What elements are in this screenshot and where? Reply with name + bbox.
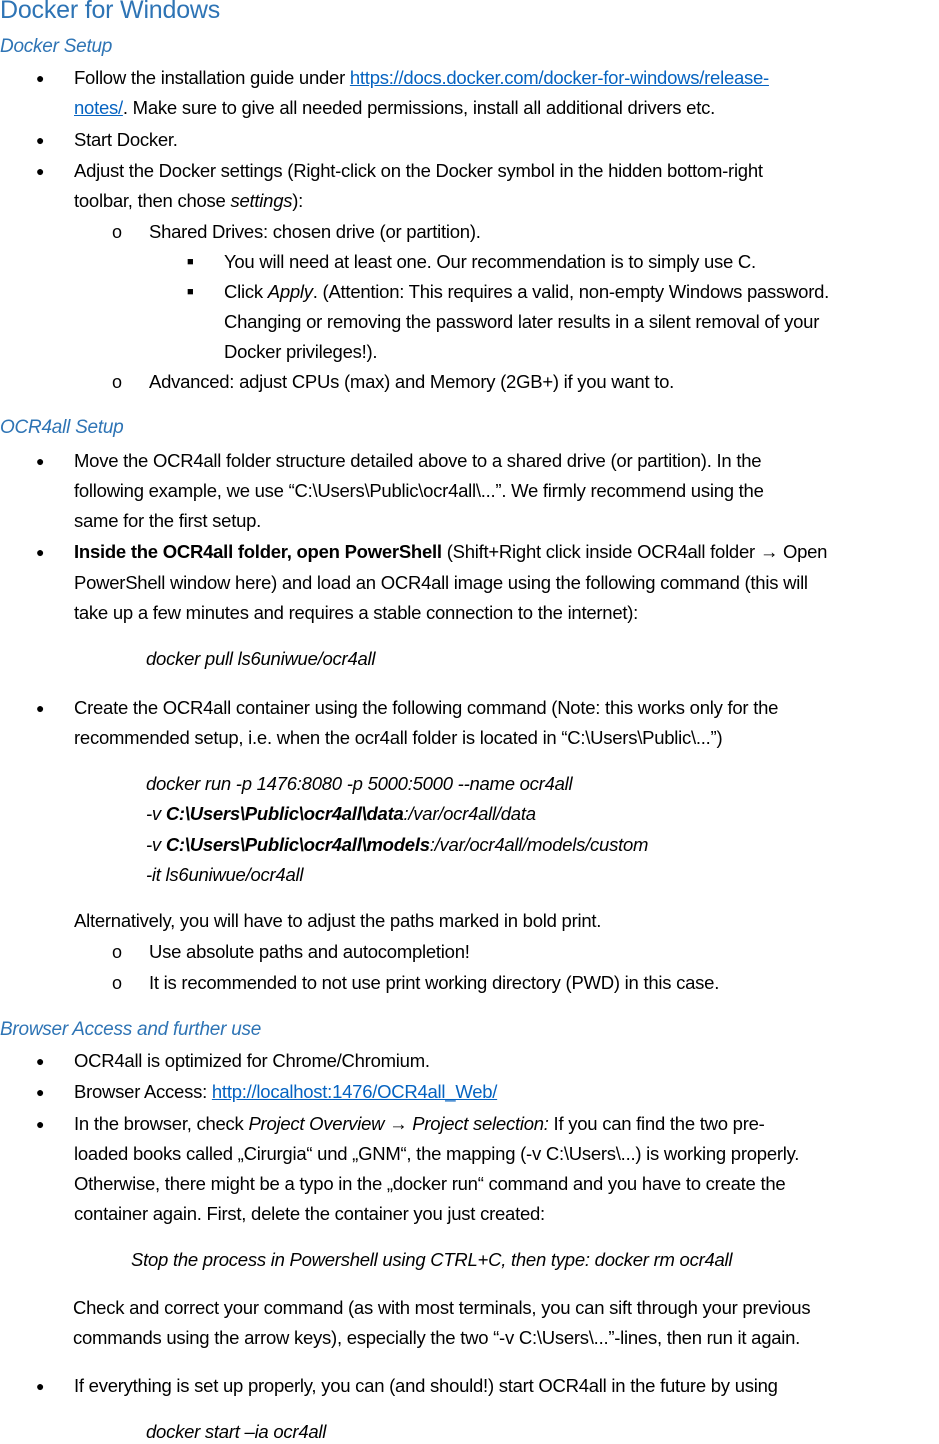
text-segment: :/var/ocr4all/data: [403, 803, 536, 824]
text-segment: . Make sure to give all needed permissions, install all additional drivers etc.: [122, 97, 715, 118]
text-segment: Docker Setup: [0, 36, 113, 57]
text-line: [74, 509, 261, 533]
text-segment: Alternatively, you will have to adjust the paths marked in bold print.: [74, 910, 602, 931]
text-line: [149, 940, 470, 964]
bullet-icon: ●: [36, 1378, 45, 1394]
text-line: [73, 1296, 810, 1320]
command-line: [146, 802, 536, 826]
text-line: [74, 909, 601, 933]
text-line: [74, 1172, 785, 1196]
text-segment: Docker for Windows: [0, 0, 221, 24]
text-segment: docker run -p 1476:8080 -p 5000:5000 --name ocr4all: [146, 773, 573, 794]
text-segment: Browser Access and further use: [0, 1019, 262, 1040]
text-line: [74, 159, 763, 183]
text-segment: C:\Users\Public\ocr4all\data: [165, 803, 404, 824]
command-line: [146, 833, 648, 857]
text-line: [74, 601, 638, 625]
bullet-icon: ●: [36, 453, 45, 469]
text-segment: -v: [146, 834, 166, 855]
text-segment: Apply: [267, 281, 313, 302]
text-segment: docker start –ia ocr4all: [146, 1421, 327, 1442]
text-segment: Otherwise, there might be a typo in the „docker run“ command and you have to create the: [74, 1173, 786, 1194]
text-segment: docker pull ls6uniwue/ocr4all: [146, 648, 376, 669]
text-segment: Stop the process in Powershell using CTRL+C, then type: docker rm ocr4all: [131, 1249, 733, 1270]
text-segment: C:\Users\Public\ocr4all\models: [165, 834, 430, 855]
text-line: [74, 66, 769, 90]
text-segment: If everything is set up properly, you can (and should!) start OCR4all in the future by using: [74, 1375, 778, 1396]
text-line: [224, 340, 377, 364]
text-segment: loaded books called „Cirurgia“ und „GNM“, the mapping (-v C:\Users\...) is working properly.: [74, 1143, 800, 1164]
text-line: [224, 280, 829, 304]
text-segment: If you can find the two pre-: [548, 1113, 765, 1134]
bullet-icon: ●: [36, 1053, 45, 1069]
command-line: [146, 772, 572, 796]
text-line: [74, 571, 808, 595]
command-line: [146, 863, 303, 887]
text-segment: OCR4all is optimized for Chrome/Chromium.: [74, 1050, 430, 1071]
text-line: [149, 220, 481, 244]
text-segment: Advanced: adjust CPUs (max) and Memory (2GB+) if you want to.: [149, 371, 675, 392]
page-title: [0, 0, 220, 25]
text-segment: PowerShell window here) and load an OCR4all image using the following command (this will: [74, 572, 808, 593]
text-segment: Follow the installation guide under: [74, 67, 350, 88]
text-segment: settings: [230, 190, 293, 211]
text-segment: In the browser, check: [74, 1113, 249, 1134]
text-segment: Check and correct your command (as with most terminals, you can sift through your previous: [73, 1297, 811, 1318]
text-segment: container again. First, delete the container you just created:: [74, 1203, 545, 1224]
text-segment: Shared Drives: chosen drive (or partition).: [149, 221, 481, 242]
text-segment: Inside the OCR4all folder, open PowerShell: [74, 541, 442, 562]
text-line: [74, 449, 761, 473]
text-line: [74, 479, 764, 503]
bullet-icon: ●: [36, 132, 45, 148]
text-segment: You will need at least one. Our recommendation is to simply use C.: [224, 251, 756, 272]
hyperlink[interactable]: http://localhost:1476/OCR4all_Web/: [211, 1081, 498, 1102]
text-segment: recommended setup, i.e. when the ocr4all folder is located in “C:\Users\Public\...”): [74, 727, 723, 748]
text-line: [74, 1202, 545, 1226]
section-heading: [0, 35, 112, 59]
text-segment: toolbar, then chose: [74, 190, 231, 211]
circle-bullet-icon: o: [112, 973, 123, 993]
text-line: [74, 540, 827, 564]
hyperlink[interactable]: https://docs.docker.com/docker-for-windows/release-: [349, 67, 769, 88]
text-segment: Browser Access:: [74, 1081, 212, 1102]
text-line: [74, 1112, 765, 1136]
circle-bullet-icon: o: [112, 372, 123, 392]
text-line: [74, 128, 178, 152]
text-segment: Adjust the Docker settings (Right-click on the Docker symbol in the hidden bottom-right: [74, 160, 763, 181]
text-segment: take up a few minutes and requires a stable connection to the internet):: [74, 602, 639, 623]
text-line: [74, 189, 303, 213]
text-segment: . (Attention: This requires a valid, non-empty Windows password.: [312, 281, 830, 302]
bullet-icon: ●: [36, 163, 45, 179]
text-segment: -v: [146, 803, 166, 824]
bullet-icon: ●: [36, 70, 45, 86]
text-segment: (Shift+Right click inside OCR4all folder → Open: [441, 541, 828, 562]
text-segment: following example, we use “C:\Users\Public\ocr4all\...”. We firmly recommend using the: [74, 480, 764, 501]
bullet-icon: ●: [36, 544, 45, 560]
command-line: [146, 1420, 326, 1444]
bullet-icon: ●: [36, 1084, 45, 1100]
text-line: [73, 1326, 800, 1350]
text-segment: Move the OCR4all folder structure detailed above to a shared drive (or partition). In the: [74, 450, 762, 471]
text-segment: Click: [224, 281, 268, 302]
text-segment: Docker privileges!).: [224, 341, 378, 362]
text-line: [74, 1049, 430, 1073]
text-segment: OCR4all Setup: [0, 417, 124, 438]
text-segment: It is recommended to not use print working directory (PWD) in this case.: [149, 972, 720, 993]
text-segment: -it ls6uniwue/ocr4all: [146, 864, 304, 885]
text-line: [74, 1142, 799, 1166]
command-line: [146, 647, 375, 671]
square-bullet-icon: ■: [187, 286, 194, 298]
bullet-icon: ●: [36, 1116, 45, 1132]
text-line: [224, 250, 756, 274]
bullet-icon: ●: [36, 700, 45, 716]
text-segment: commands using the arrow keys), especially the two “-v C:\Users\...”-lines, then run it again.: [73, 1327, 801, 1348]
command-line: [131, 1248, 732, 1272]
section-heading: [0, 416, 123, 440]
text-segment: same for the first setup.: [74, 510, 262, 531]
text-line: [74, 1080, 497, 1104]
section-heading: [0, 1018, 261, 1042]
text-segment: Project Overview → Project selection:: [248, 1113, 549, 1134]
text-segment: Create the OCR4all container using the following command (Note: this works only for the: [74, 697, 779, 718]
text-line: [74, 1374, 778, 1398]
text-segment: ):: [292, 190, 304, 211]
square-bullet-icon: ■: [187, 256, 194, 268]
text-line: [74, 696, 778, 720]
text-line: [74, 726, 722, 750]
text-line: [149, 971, 719, 995]
text-line: [224, 310, 819, 334]
circle-bullet-icon: o: [112, 942, 123, 962]
circle-bullet-icon: o: [112, 222, 123, 242]
text-line: [74, 96, 715, 120]
text-segment: :/var/ocr4all/models/custom: [429, 834, 649, 855]
hyperlink[interactable]: notes/: [74, 97, 123, 118]
text-segment: Changing or removing the password later results in a silent removal of your: [224, 311, 820, 332]
text-segment: Use absolute paths and autocompletion!: [149, 941, 470, 962]
text-segment: Start Docker.: [74, 129, 178, 150]
text-line: [149, 370, 674, 394]
